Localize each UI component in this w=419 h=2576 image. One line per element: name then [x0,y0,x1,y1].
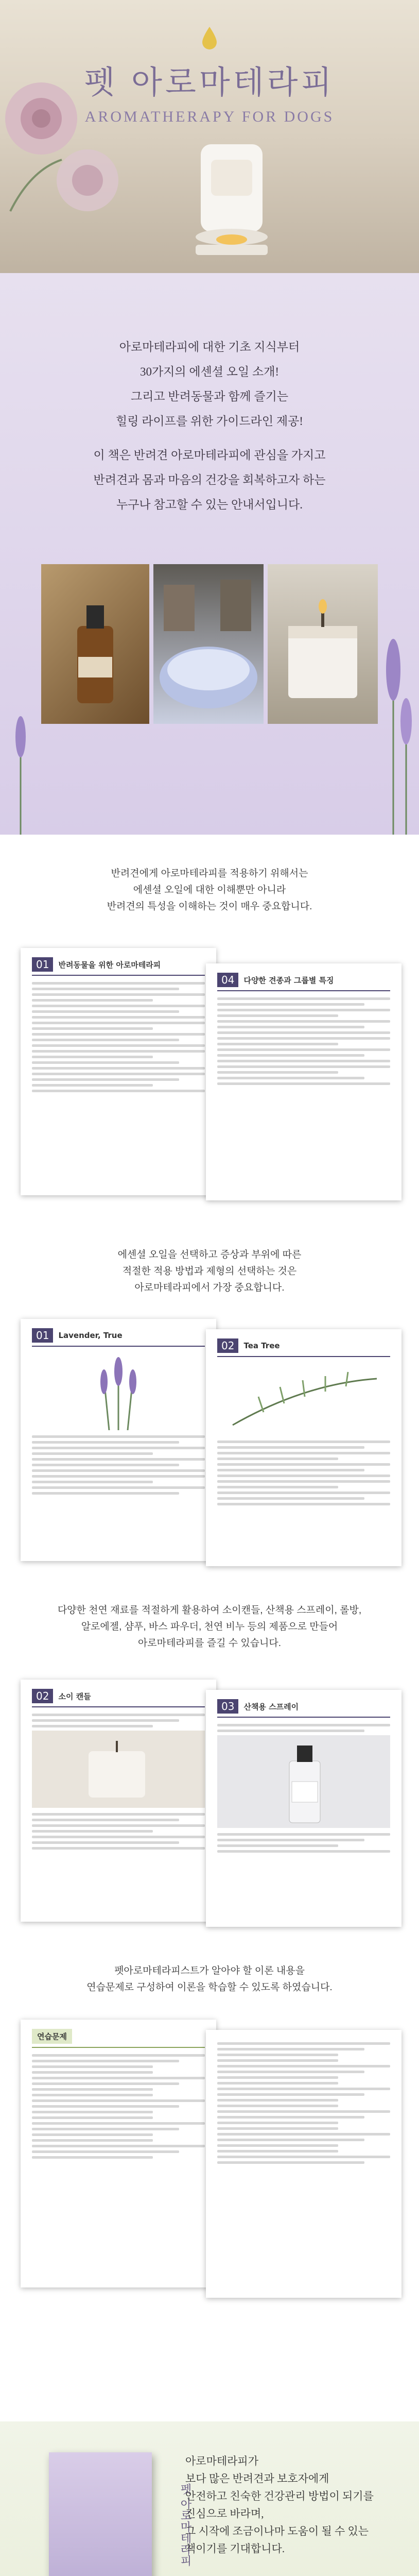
closing-line: 책이기를 기대합니다. [185,2543,285,2555]
sample-page-right [206,2030,401,2298]
page-header [217,973,390,991]
sample-page-right [206,1690,401,1927]
sample-page-left [21,2020,216,2287]
page-header [217,1699,390,1718]
page-header [32,1328,205,1347]
intro-line: 아로마테라피에 대한 기초 지식부터 [119,341,300,353]
intro-paragraph-2 [0,443,419,517]
intro-line: 누구나 참고할 수 있는 안내서입니다. [116,498,303,511]
sample-page-left [21,948,216,1195]
page-header [217,1338,390,1357]
closing-section [0,2421,419,2576]
lead-line: 반려견의 특성을 이해하는 것이 매우 중요합니다. [107,901,312,912]
practice-heading: 연습문제 [32,2029,72,2044]
intro-line: 그리고 반려동물과 함께 즐기는 [130,390,289,403]
page-header [32,2029,205,2048]
section-lead [0,1226,419,1296]
oil-name: Tea Tree [243,1341,280,1350]
intro-section [0,273,419,835]
section-lead [0,835,419,915]
closing-line: 보다 많은 반려견과 보호자에게 [185,2472,329,2485]
hero-banner [0,0,419,273]
chapter-badge: 02 [217,1338,238,1353]
lead-line: 펫아로마테라피스트가 알아야 할 이론 내용을 [114,1965,305,1976]
section-lead [0,1942,419,1996]
cover-title: 펫 아로마테라피 [179,2483,191,2566]
lead-line: 반려견에게 아로마테라피를 적용하기 위해서는 [111,868,308,879]
bath-salt-photo [153,564,264,724]
sample-page-right [206,1329,401,1566]
lead-line: 연습문제로 구성하여 이론을 학습할 수 있도록 하였습니다. [86,1982,333,1993]
spray-bottle-photo [217,1735,390,1828]
closing-line: 안전하고 친숙한 건강관리 방법이 되기를 [185,2490,374,2502]
closing-line: 진심으로 바라며, [185,2507,264,2520]
ceramic-diffuser-image [185,139,278,263]
sample-page-right [206,963,401,1200]
intro-line: 반려견과 몸과 마음의 건강을 회복하고자 하는 [93,473,326,486]
sample-page-left [21,1680,216,1922]
intro-line: 30가지의 에센셜 오일 소개! [139,365,280,378]
hero-subtitle: AROMATHERAPY FOR DOGS [84,108,335,125]
closing-line: 그 시작에 조금이나마 도움이 될 수 있는 [185,2525,369,2537]
intro-paragraph-1 [0,335,419,434]
product-name: 산책용 스프레이 [243,1702,299,1711]
photo-strip [41,564,378,724]
page-header [32,957,205,976]
lead-line: 다양한 천연 재료를 적절하게 활용하여 소이캔들, 산책용 스프레이, 롤방, [57,1605,362,1616]
page-header [32,1689,205,1707]
sample-page-left [21,1319,216,1561]
chapter-badge: 03 [217,1699,238,1714]
oil-bottle-photo [41,564,149,724]
chapter-badge: 01 [32,957,53,972]
chapter-heading: 반려동물을 위한 아로마테라피 [58,960,161,970]
closing-line: 아로마테라피가 [185,2455,259,2467]
chapter-heading: 다양한 견종과 그룹별 특징 [243,975,334,985]
closing-message [185,2452,374,2557]
lead-line: 에센셜 오일에 대한 이해뿐만 아니라 [133,885,286,895]
oil-name: Lavender, True [58,1331,123,1340]
section-lead [0,1582,419,1652]
lead-line: 적절한 적용 방법과 제형의 선택하는 것은 [122,1266,297,1277]
lavender-decoration-left [0,716,41,835]
hero-title: 펫 아로마테라피 [84,63,335,101]
candle-photo [268,564,378,724]
intro-line: 이 책은 반려견 아로마테라피에 관심을 가지고 [93,449,326,462]
section-practice-questions [0,1942,419,2357]
section-breed-characteristics [0,835,419,1226]
lavender-decoration-right [362,634,419,835]
intro-line: 힐링 라이프를 위한 가이드라인 제공! [116,415,303,428]
book-cover [49,2452,191,2576]
oil-drop-icon [202,27,217,49]
lavender-illustration [32,1353,205,1430]
lead-line: 아로마테라피를 즐길 수 있습니다. [137,1638,282,1649]
lead-line: 에센셜 오일을 선택하고 증상과 부위에 따른 [117,1249,302,1260]
chapter-badge: 04 [217,973,238,987]
section-diy-products [0,1582,419,1942]
lead-line: 아로마테라피에서 가장 중요합니다. [134,1282,285,1293]
soy-candle-photo [32,1731,205,1808]
tea-tree-illustration [217,1363,390,1435]
lead-line: 알로에젤, 샴푸, 바스 파우더, 천연 비누 등의 제품으로 만들어 [81,1621,338,1632]
product-name: 소이 캔들 [58,1691,91,1701]
section-essential-oils [0,1226,419,1582]
chapter-badge: 02 [32,1689,53,1703]
chapter-badge: 01 [32,1328,53,1343]
